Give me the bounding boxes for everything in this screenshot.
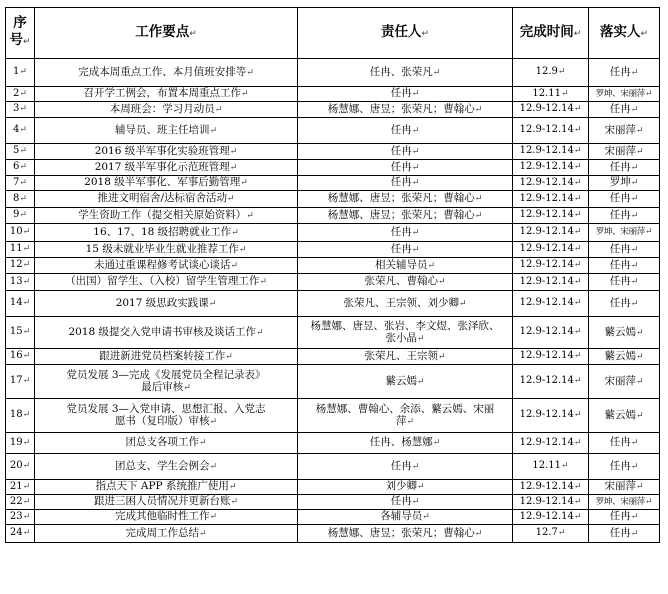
owner-cell: 刘少卿↵ — [298, 480, 513, 495]
row-number: 10↵ — [6, 224, 35, 242]
row-number: 6↵ — [6, 160, 35, 176]
implementer-cell: 任冉↵ — [589, 433, 660, 454]
task-cell: 辅导员、班主任培训↵ — [35, 118, 298, 144]
task-cell: 16、17、18 级招聘就业工作↵ — [35, 224, 298, 242]
task-cell: 团总支、学生会例会↵ — [35, 454, 298, 480]
table-row — [6, 118, 660, 144]
time-cell: 12.11↵ — [513, 454, 589, 480]
task-cell: 完成周工作总结↵ — [35, 525, 298, 543]
task-cell: 跟进三困人员情况并更新台账↵ — [35, 495, 298, 510]
row-number: 14↵ — [6, 291, 35, 317]
task-cell: 完成其他临时性工作↵ — [35, 510, 298, 525]
time-cell: 12.9-12.14↵ — [513, 349, 589, 365]
table-row — [6, 291, 660, 317]
task-cell: 2018 级半军事化、军事后勤管理↵ — [35, 176, 298, 191]
time-cell: 12.9-12.14↵ — [513, 258, 589, 274]
implementer-cell: 蘩云嫣↵ — [589, 399, 660, 433]
task-cell: 未通过重课程修考试谈心谈话↵ — [35, 258, 298, 274]
implementer-cell: 任冉↵ — [589, 59, 660, 87]
table-row — [6, 208, 660, 224]
table-row — [6, 87, 660, 102]
table-row — [6, 495, 660, 510]
implementer-cell: 任冉↵ — [589, 160, 660, 176]
owner-cell: 蘩云嫣↵ — [298, 365, 513, 399]
implementer-cell: 任冉↵ — [589, 258, 660, 274]
owner-cell: 任冉↵ — [298, 160, 513, 176]
task-cell: 2017 级思政实践课↵ — [35, 291, 298, 317]
table-row — [6, 365, 660, 399]
time-cell: 12.9↵ — [513, 59, 589, 87]
time-cell: 12.9-12.14↵ — [513, 242, 589, 258]
implementer-cell: 任冉↵ — [589, 102, 660, 118]
task-cell: 2017 级半军事化示范班管理↵ — [35, 160, 298, 176]
task-cell: 跟进新进党员档案转接工作↵ — [35, 349, 298, 365]
table-row — [6, 224, 660, 242]
row-number: 3↵ — [6, 102, 35, 118]
row-number: 5↵ — [6, 144, 35, 160]
time-cell: 12.9-12.14↵ — [513, 224, 589, 242]
time-cell: 12.9-12.14↵ — [513, 191, 589, 208]
time-cell: 12.9-12.14↵ — [513, 317, 589, 349]
table-row — [6, 433, 660, 454]
time-cell: 12.9-12.14↵ — [513, 274, 589, 291]
work-plan-table — [5, 7, 660, 543]
table-row — [6, 510, 660, 525]
implementer-cell: 宋丽萍↵ — [589, 480, 660, 495]
implementer-cell: 任冉↵ — [589, 510, 660, 525]
row-number: 7↵ — [6, 176, 35, 191]
row-number: 21↵ — [6, 480, 35, 495]
row-number: 18↵ — [6, 399, 35, 433]
implementer-cell: 罗坤、宋丽萍↵ — [589, 495, 660, 510]
task-cell: 2018 级提交入党申请书审核及谈话工作↵ — [35, 317, 298, 349]
implementer-cell: 宋丽萍↵ — [589, 144, 660, 160]
table-row — [6, 176, 660, 191]
task-cell: 15 级未就业毕业生就业推荐工作↵ — [35, 242, 298, 258]
row-number: 1↵ — [6, 59, 35, 87]
time-cell: 12.9-12.14↵ — [513, 510, 589, 525]
time-cell: 12.9-12.14↵ — [513, 365, 589, 399]
row-number: 23↵ — [6, 510, 35, 525]
table-row — [6, 191, 660, 208]
row-number: 11↵ — [6, 242, 35, 258]
row-number: 24↵ — [6, 525, 35, 543]
owner-cell: 杨慧娜、曹翰心、余添、蘩云嫣、宋丽 萍↵ — [298, 399, 513, 433]
row-number: 2↵ — [6, 87, 35, 102]
implementer-cell: 任冉↵ — [589, 454, 660, 480]
owner-cell: 杨慧娜、唐昱；张荣凡；曹翰心↵ — [298, 208, 513, 224]
implementer-cell: 任冉↵ — [589, 274, 660, 291]
header-owner: 责任人↵ — [298, 8, 513, 59]
table-row — [6, 525, 660, 543]
implementer-cell: 蘩云嫣↵ — [589, 317, 660, 349]
row-number: 20↵ — [6, 454, 35, 480]
work-plan-sheet — [5, 7, 660, 543]
task-cell: 党员发展 3—入党申请、思想汇报、入党志 愿书（复印版）审核↵ — [35, 399, 298, 433]
owner-cell: 相关辅导员↵ — [298, 258, 513, 274]
owner-cell: 任冉↵ — [298, 495, 513, 510]
header-index: 序 号↵ — [6, 8, 35, 59]
row-number: 8↵ — [6, 191, 35, 208]
task-cell: 完成本周重点工作、本月值班安排等↵ — [35, 59, 298, 87]
owner-cell: 各辅导员↵ — [298, 510, 513, 525]
task-cell: （出国）留学生、（入校）留学生管理工作↵ — [35, 274, 298, 291]
implementer-cell: 任冉↵ — [589, 291, 660, 317]
owner-cell: 张荣凡、曹翰心↵ — [298, 274, 513, 291]
header-time: 完成时间↵ — [513, 8, 589, 59]
table-body — [6, 59, 660, 543]
row-number: 12↵ — [6, 258, 35, 274]
owner-cell: 张荣凡、王宗领、刘少卿↵ — [298, 291, 513, 317]
table-row — [6, 274, 660, 291]
owner-cell: 任冉↵ — [298, 144, 513, 160]
row-number: 17↵ — [6, 365, 35, 399]
task-cell: 指点天下 APP 系统推广使用↵ — [35, 480, 298, 495]
row-number: 13↵ — [6, 274, 35, 291]
implementer-cell: 任冉↵ — [589, 525, 660, 543]
owner-cell: 任冉↵ — [298, 242, 513, 258]
implementer-cell: 任冉↵ — [589, 242, 660, 258]
row-number: 22↵ — [6, 495, 35, 510]
implementer-cell: 罗坤↵ — [589, 176, 660, 191]
implementer-cell: 宋丽萍↵ — [589, 118, 660, 144]
task-cell: 2016 级半军事化实验班管理↵ — [35, 144, 298, 160]
owner-cell: 任冉↵ — [298, 87, 513, 102]
owner-cell: 杨慧娜、唐昱；张荣凡；曹翰心↵ — [298, 191, 513, 208]
table-row — [6, 160, 660, 176]
table-row — [6, 399, 660, 433]
row-number: 9↵ — [6, 208, 35, 224]
row-number: 19↵ — [6, 433, 35, 454]
time-cell: 12.9-12.14↵ — [513, 118, 589, 144]
table-row — [6, 242, 660, 258]
table-row — [6, 144, 660, 160]
owner-cell: 任冉、张荣凡↵ — [298, 59, 513, 87]
table-row — [6, 317, 660, 349]
row-number: 4↵ — [6, 118, 35, 144]
owner-cell: 杨慧娜、唐昱；张荣凡；曹翰心↵ — [298, 525, 513, 543]
header-task: 工作要点↵ — [35, 8, 298, 59]
owner-cell: 任冉、杨慧娜↵ — [298, 433, 513, 454]
table-row — [6, 59, 660, 87]
table-row — [6, 454, 660, 480]
owner-cell: 杨慧娜、唐昱、张岩、李文煜、张泽欣、 张小晶↵ — [298, 317, 513, 349]
task-cell: 召开学工例会，布置本周重点工作↵ — [35, 87, 298, 102]
time-cell: 12.9-12.14↵ — [513, 291, 589, 317]
implementer-cell: 蘩云嫣↵ — [589, 349, 660, 365]
time-cell: 12.9-12.14↵ — [513, 433, 589, 454]
owner-cell: 张荣凡、王宗领↵ — [298, 349, 513, 365]
header-row — [6, 8, 660, 59]
owner-cell: 杨慧娜、唐昱；张荣凡；曹翰心↵ — [298, 102, 513, 118]
task-cell: 团总支各项工作↵ — [35, 433, 298, 454]
header-implementer: 落实人↵ — [589, 8, 660, 59]
table-row — [6, 480, 660, 495]
time-cell: 12.9-12.14↵ — [513, 399, 589, 433]
table-row — [6, 349, 660, 365]
implementer-cell: 罗坤、宋丽萍↵ — [589, 87, 660, 102]
owner-cell: 任冉↵ — [298, 224, 513, 242]
task-cell: 本周班会：学习月动员↵ — [35, 102, 298, 118]
time-cell: 12.9-12.14↵ — [513, 495, 589, 510]
implementer-cell: 任冉↵ — [589, 191, 660, 208]
implementer-cell: 宋丽萍↵ — [589, 365, 660, 399]
time-cell: 12.9-12.14↵ — [513, 102, 589, 118]
owner-cell: 任冉↵ — [298, 454, 513, 480]
row-number: 15↵ — [6, 317, 35, 349]
table-row — [6, 102, 660, 118]
time-cell: 12.9-12.14↵ — [513, 208, 589, 224]
implementer-cell: 任冉↵ — [589, 208, 660, 224]
owner-cell: 任冉↵ — [298, 118, 513, 144]
task-cell: 推进文明宿舍/达标宿舍活动↵ — [35, 191, 298, 208]
time-cell: 12.9-12.14↵ — [513, 144, 589, 160]
time-cell: 12.9-12.14↵ — [513, 160, 589, 176]
task-cell: 党员发展 3—完成《发展党员全程记录表》 最后审核↵ — [35, 365, 298, 399]
time-cell: 12.11↵ — [513, 87, 589, 102]
table-row — [6, 258, 660, 274]
time-cell: 12.9-12.14↵ — [513, 176, 589, 191]
time-cell: 12.7↵ — [513, 525, 589, 543]
owner-cell: 任冉↵ — [298, 176, 513, 191]
implementer-cell: 罗坤、宋丽萍↵ — [589, 224, 660, 242]
task-cell: 学生资助工作（提交相关原始资料）↵ — [35, 208, 298, 224]
row-number: 16↵ — [6, 349, 35, 365]
time-cell: 12.9-12.14↵ — [513, 480, 589, 495]
